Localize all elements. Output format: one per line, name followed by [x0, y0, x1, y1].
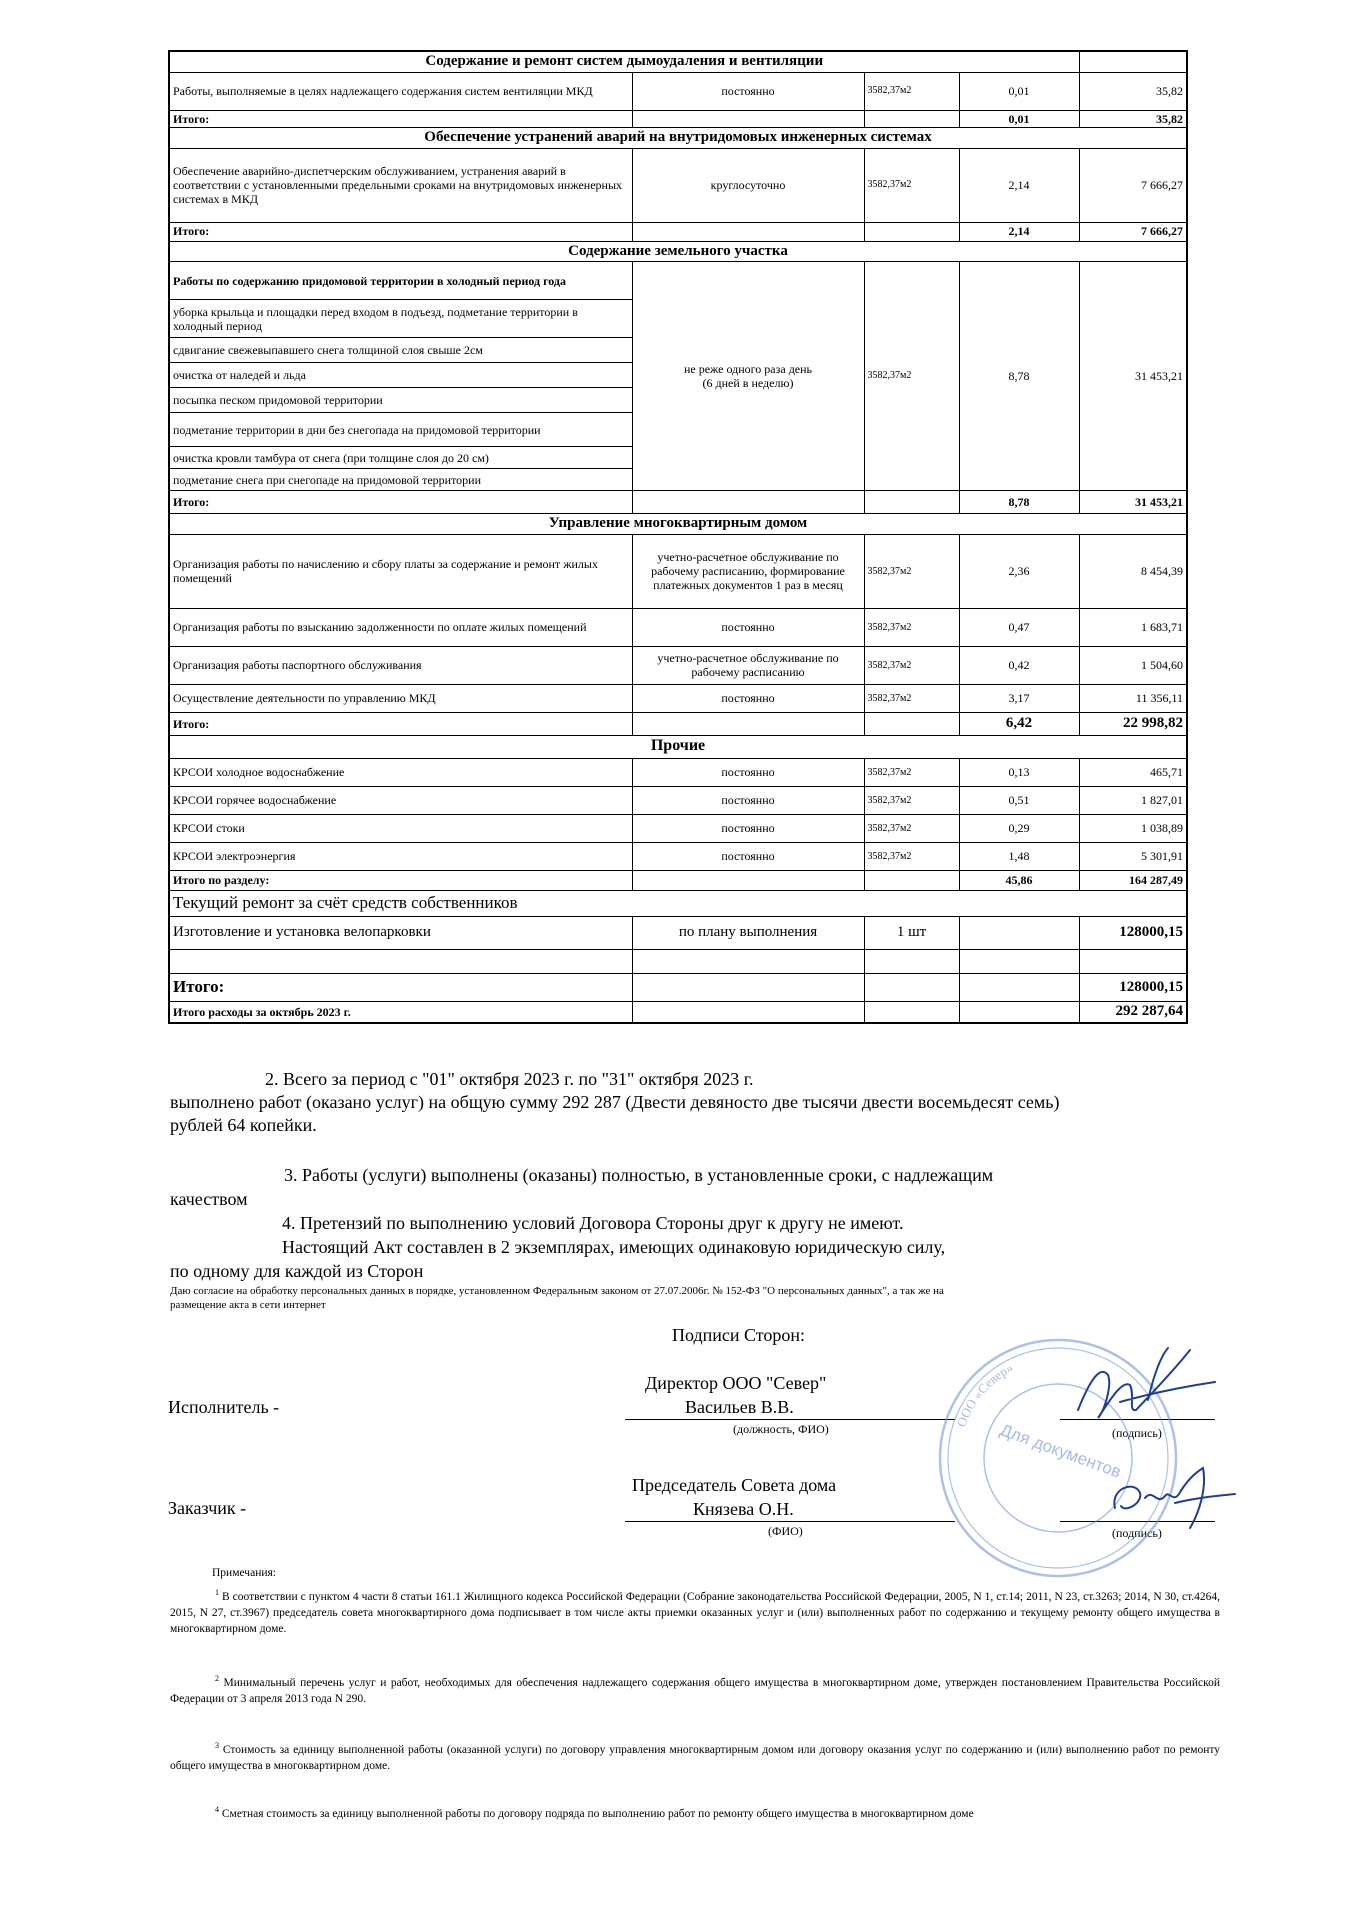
- paragraph-2-line: 2. Всего за период с "01" октября 2023 г. по "31" октября 2023 г.: [265, 1069, 754, 1089]
- total-rate: 0,01: [959, 110, 1079, 127]
- total-row: [169, 222, 1187, 241]
- service-unit: 3582,37м2: [864, 758, 959, 786]
- table-row: [169, 646, 1187, 684]
- table-row: [169, 72, 1187, 110]
- total-sum: 7 666,27: [1079, 222, 1187, 241]
- customer-caption: (ФИО): [768, 1524, 803, 1538]
- service-rate: 0,13: [959, 758, 1079, 786]
- total-sum: 31 453,21: [1079, 491, 1187, 514]
- service-frequency: постоянно: [632, 72, 864, 110]
- land-unit: 3582,37м2: [864, 262, 959, 491]
- total-rate: 2,14: [959, 222, 1079, 241]
- total-label: Итого:: [169, 222, 632, 241]
- service-rate: 2,36: [959, 534, 1079, 608]
- stamp-org-text: ООО «Север»: [953, 1359, 1016, 1429]
- service-rate: 0,47: [959, 608, 1079, 646]
- customer-name-line: [625, 1521, 955, 1522]
- service-name: КРСОИ стоки: [169, 814, 632, 842]
- paragraph-3-line: 3. Работы (услуги) выполнены (оказаны) полностью, в установленные сроки, с надлежащим: [284, 1165, 994, 1185]
- service-name: Организация работы по взысканию задолженности по оплате жилых помещений: [169, 608, 632, 646]
- notes-title: Примечания:: [212, 1567, 276, 1579]
- paragraph-3-line: качеством: [170, 1189, 248, 1209]
- grand-total-label: Итого расходы за октябрь 2023 г.: [169, 1001, 632, 1022]
- vent-section-header: Содержание и ремонт систем дымоудаления и вентиляции: [169, 51, 1079, 72]
- service-frequency: постоянно: [632, 684, 864, 712]
- service-unit: 3582,37м2: [864, 72, 959, 110]
- total-sum: 35,82: [1079, 110, 1187, 127]
- table-row: [169, 684, 1187, 712]
- service-unit: 3582,37м2: [864, 684, 959, 712]
- note-1: [170, 1585, 1220, 1637]
- table-row: [169, 842, 1187, 870]
- service-name: Обеспечение аварийно-диспетчерским обслуживанием, устранения аварий в соответствии с установленными предельными сроками на внутридомовых инженерных системах в МКД: [169, 148, 632, 222]
- service-rate: 2,14: [959, 148, 1079, 222]
- paragraph-2-line: выполнено работ (оказано услуг) на общую сумму 292 287 (Двести девяносто две тысячи двести восемьдесят семь): [170, 1092, 1060, 1112]
- note-text: Минимальный перечень услуг и работ, необходимых для обеспечения надлежащего содержания общего имущества в многоквартирном доме, утвержден постановлением Правительства Российской Федерации от 3 апреля 2013 года N 290.: [170, 1676, 1221, 1705]
- stamp-center-text: Для документов: [997, 1420, 1124, 1482]
- service-frequency: постоянно: [632, 786, 864, 814]
- emergency-section-header: Обеспечение устранений аварий на внутридомовых инженерных системах: [169, 127, 1187, 148]
- land-item: очистка кровли тамбура от снега (при толщине слоя до 20 см): [169, 447, 632, 469]
- service-unit: 3582,37м2: [864, 608, 959, 646]
- customer-name: Князева О.Н.: [693, 1499, 794, 1519]
- land-item: посыпка песком придомовой территории: [169, 388, 632, 413]
- customer-signature: [1095, 1458, 1245, 1538]
- service-name: Работы, выполняемые в целях надлежащего содержания систем вентиляции МКД: [169, 72, 632, 110]
- service-frequency: учетно-расчетное обслуживание по рабочему расписанию: [632, 646, 864, 684]
- executor-signature: [1050, 1340, 1230, 1440]
- total-row: [169, 110, 1187, 127]
- service-frequency: постоянно: [632, 814, 864, 842]
- total-label: Итого:: [169, 973, 632, 1001]
- total-sum: 22 998,82: [1079, 712, 1187, 735]
- note-marker: 3: [215, 1741, 219, 1750]
- land-rate: 8,78: [959, 262, 1079, 491]
- land-item: подметание снега при снегопаде на придомовой территории: [169, 469, 632, 491]
- total-rate: 8,78: [959, 491, 1079, 514]
- service-sum: 1 038,89: [1079, 814, 1187, 842]
- service-name: КРСОИ электроэнергия: [169, 842, 632, 870]
- service-name: КРСОИ горячее водоснабжение: [169, 786, 632, 814]
- total-sum: 128000,15: [1079, 973, 1187, 1001]
- section-total-sum: 164 287,49: [1079, 870, 1187, 890]
- service-rate: 1,48: [959, 842, 1079, 870]
- paragraph-2-line: рублей 64 копейки.: [170, 1115, 317, 1135]
- service-rate: 3,17: [959, 684, 1079, 712]
- table-row: [169, 534, 1187, 608]
- service-rate: 0,01: [959, 72, 1079, 110]
- table-row: [169, 608, 1187, 646]
- service-unit: 1 шт: [864, 916, 959, 949]
- paragraph-5-line: Настоящий Акт составлен в 2 экземплярах, имеющих одинаковую юридическую силу,: [282, 1237, 946, 1257]
- services-table: [168, 50, 1188, 1024]
- other-section-header: Прочие: [169, 735, 1187, 758]
- note-marker: 2: [215, 1674, 219, 1683]
- note-text: Сметная стоимость за единицу выполненной работы по договору подряда по выполнению работ по ремонту общего имущества в многоквартирном доме: [221, 1807, 974, 1820]
- land-item: Работы по содержанию придомовой территории в холодный период года: [169, 262, 632, 300]
- service-sum: 128000,15: [1079, 916, 1187, 949]
- service-frequency: по плану выполнения: [632, 916, 864, 949]
- service-frequency: постоянно: [632, 608, 864, 646]
- service-unit: 3582,37м2: [864, 534, 959, 608]
- service-sum: 1 827,01: [1079, 786, 1187, 814]
- section-header-row: [169, 51, 1187, 72]
- service-rate: 0,42: [959, 646, 1079, 684]
- note-text: В соответствии с пунктом 4 части 8 статьи 161.1 Жилищного кодекса Российской Федерации (Собрание законодательства Российской Федерации, 2005, N 1, ст.14; 2011, N 23, ст.3263; 2014, N 30, ст.4264, 2015, N 27, ст.3967) председатель совета многоквартирного дома подписывает в том числе акты приемки оказанных услуг и (или) выполненных работ по содержанию и текущему ремонту общего имущества в многоквартирном доме.: [170, 1590, 1220, 1635]
- land-item: подметание территории в дни без снегопада на придомовой территории: [169, 413, 632, 447]
- executor-caption: (должность, ФИО): [733, 1422, 829, 1436]
- section-header-row: [169, 241, 1187, 262]
- service-name: КРСОИ холодное водоснабжение: [169, 758, 632, 786]
- service-name: Осуществление деятельности по управлению МКД: [169, 684, 632, 712]
- service-sum: 5 301,91: [1079, 842, 1187, 870]
- note-marker: 1: [215, 1588, 219, 1597]
- executor-name-line: [625, 1419, 955, 1420]
- total-label: Итого:: [169, 712, 632, 735]
- land-section-header: Содержание земельного участка: [169, 241, 1187, 262]
- service-sum: 7 666,27: [1079, 148, 1187, 222]
- service-rate: 0,29: [959, 814, 1079, 842]
- total-row: [169, 491, 1187, 514]
- customer-sign-caption: (подпись): [1112, 1526, 1162, 1540]
- section-total-row: [169, 870, 1187, 890]
- service-unit: 3582,37м2: [864, 646, 959, 684]
- note-4: [170, 1802, 1220, 1822]
- table-row: [169, 148, 1187, 222]
- total-rate: 6,42: [959, 712, 1079, 735]
- total-row: [169, 712, 1187, 735]
- section-header-row: [169, 127, 1187, 148]
- table-row: [169, 786, 1187, 814]
- section-total-label: Итого по разделу:: [169, 870, 632, 890]
- executor-position: Директор ООО "Север": [645, 1373, 827, 1393]
- total-row: [169, 973, 1187, 1001]
- executor-sign-caption: (подпись): [1112, 1426, 1162, 1440]
- grand-total-sum: 292 287,64: [1079, 1001, 1187, 1022]
- section-header-row: [169, 890, 1187, 916]
- repair-section-header: Текущий ремонт за счёт средств собственников: [169, 890, 1187, 916]
- table-row: [169, 758, 1187, 786]
- service-name: Организация работы паспортного обслуживания: [169, 646, 632, 684]
- section-total-rate: 45,86: [959, 870, 1079, 890]
- table-row: [169, 916, 1187, 949]
- signatures-title: Подписи Сторон:: [672, 1325, 806, 1345]
- service-sum: 1 504,60: [1079, 646, 1187, 684]
- note-3: [170, 1738, 1220, 1774]
- service-sum: 1 683,71: [1079, 608, 1187, 646]
- service-unit: 3582,37м2: [864, 842, 959, 870]
- customer-position: Председатель Совета дома: [632, 1475, 837, 1495]
- service-frequency: постоянно: [632, 842, 864, 870]
- customer-label: Заказчик -: [168, 1498, 247, 1518]
- paragraph-4: 4. Претензий по выполнению условий Договора Стороны друг к другу не имеют.: [282, 1213, 904, 1233]
- service-sum: 8 454,39: [1079, 534, 1187, 608]
- note-marker: 4: [215, 1805, 219, 1814]
- section-header-row: [169, 735, 1187, 758]
- service-frequency: круглосуточно: [632, 148, 864, 222]
- land-item: уборка крыльца и площадки перед входом в подъезд, подметание территории в холодный период: [169, 300, 632, 338]
- land-frequency: [632, 262, 864, 491]
- service-unit: 3582,37м2: [864, 148, 959, 222]
- land-frequency-line: (6 дней в неделю): [702, 376, 794, 391]
- executor-label: Исполнитель -: [168, 1397, 280, 1417]
- section-header-row: [169, 514, 1187, 535]
- land-item: очистка от наледей и льда: [169, 363, 632, 388]
- service-frequency: постоянно: [632, 758, 864, 786]
- land-item: сдвигание свежевыпавшего снега толщиной слоя свыше 2см: [169, 338, 632, 363]
- land-frequency-line: не реже одного раза день: [683, 362, 813, 377]
- service-sum: 35,82: [1079, 72, 1187, 110]
- service-unit: 3582,37м2: [864, 786, 959, 814]
- executor-name: Васильев В.В.: [685, 1397, 794, 1417]
- service-rate: 0,51: [959, 786, 1079, 814]
- note-2: [170, 1671, 1220, 1707]
- service-frequency: учетно-расчетное обслуживание по рабочему расписанию, формирование платежных документов 1 раз в месяц: [632, 534, 864, 608]
- table-row: [169, 949, 1187, 973]
- service-sum: 465,71: [1079, 758, 1187, 786]
- consent-line: Даю согласие на обработку персональных данных в порядке, установленном Федеральным законом от 27.07.2006г. № 152-ФЗ "О персональных данных", а так же на: [170, 1285, 944, 1297]
- note-text: Стоимость за единицу выполненной работы (оказанной услуги) по договору управления многоквартирным домом или договору оказания услуг по содержанию и (или) выполнению работ по ремонту общего имущества в многоквартирном доме.: [170, 1743, 1220, 1772]
- total-label: Итого:: [169, 110, 632, 127]
- service-unit: 3582,37м2: [864, 814, 959, 842]
- management-section-header: Управление многоквартирным домом: [169, 514, 1187, 535]
- grand-total-row: [169, 1001, 1187, 1022]
- paragraph-5-line: по одному для каждой из Сторон: [170, 1261, 424, 1281]
- service-name: Изготовление и установка велопарковки: [169, 916, 632, 949]
- service-sum: 11 356,11: [1079, 684, 1187, 712]
- total-label: Итого:: [169, 491, 632, 514]
- consent-line: размещение акта в сети интернет: [170, 1299, 326, 1311]
- service-name: Организация работы по начислению и сбору платы за содержание и ремонт жилых помещений: [169, 534, 632, 608]
- land-sum: 31 453,21: [1079, 262, 1187, 491]
- table-row: [169, 814, 1187, 842]
- table-row: [169, 262, 1187, 300]
